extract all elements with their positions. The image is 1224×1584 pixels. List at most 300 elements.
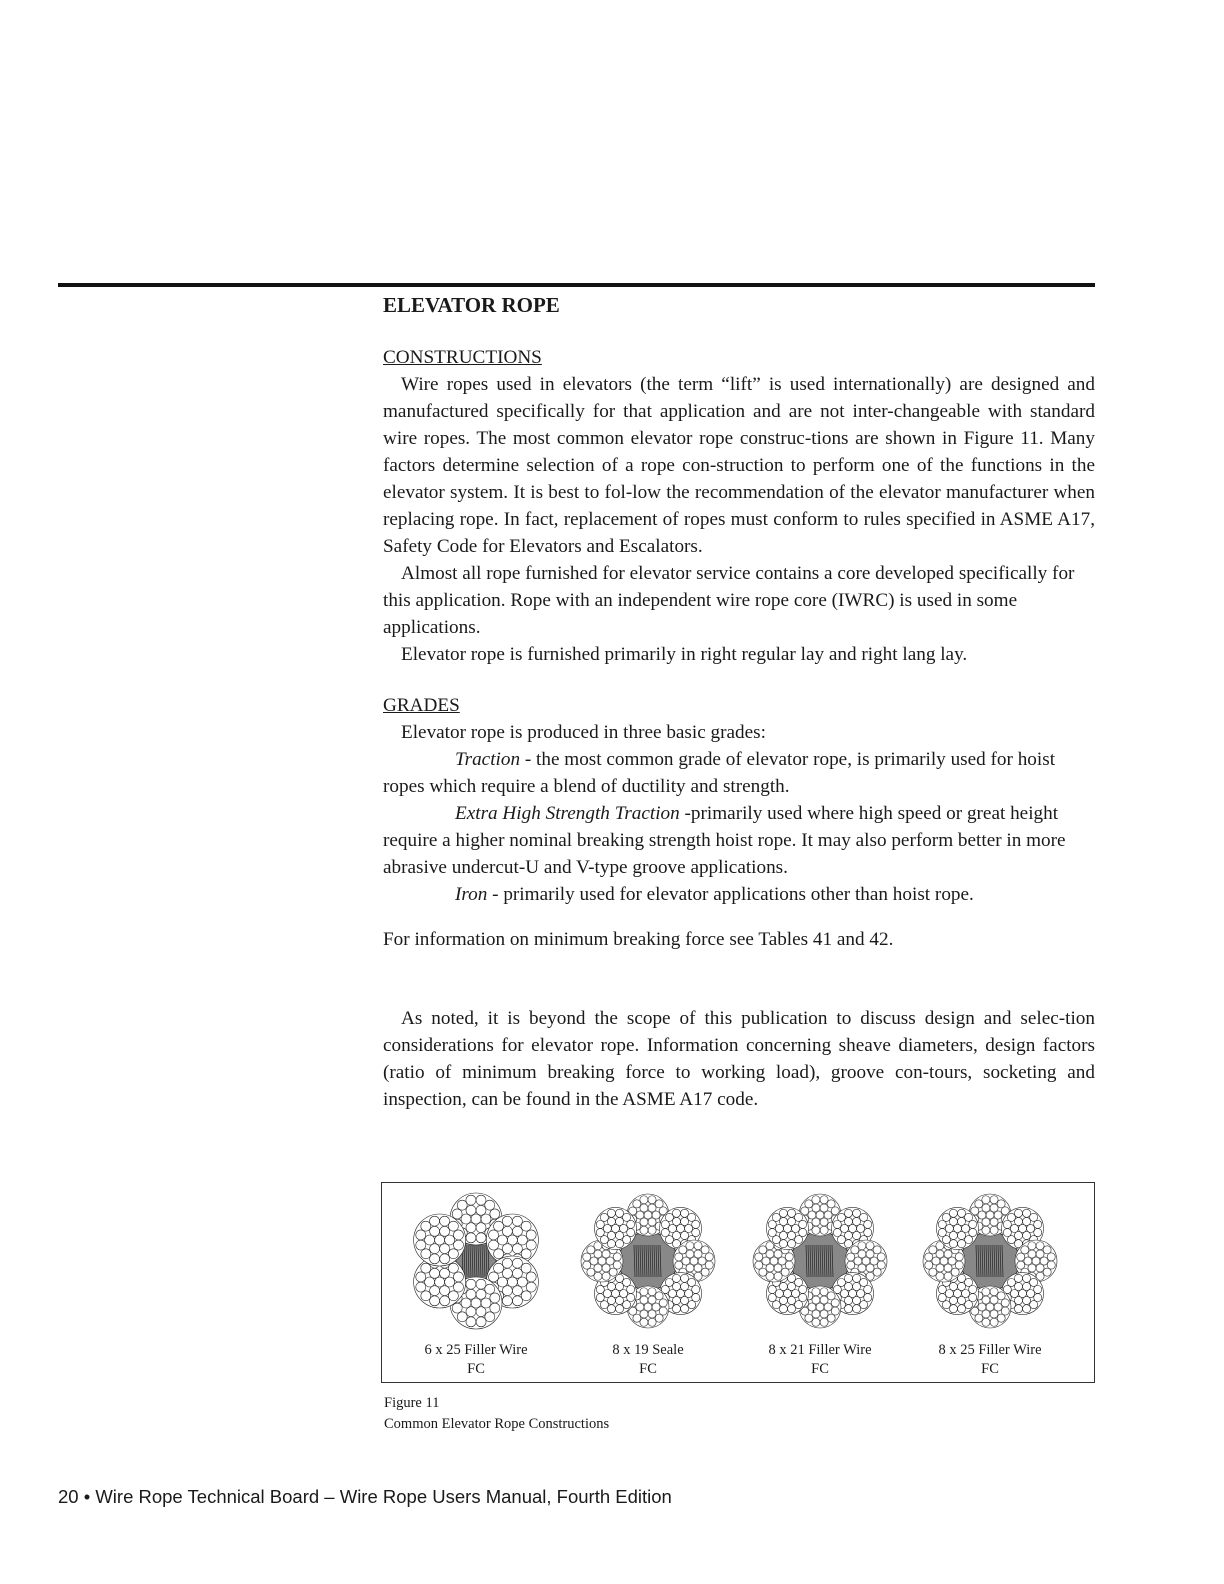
wire: [953, 1289, 961, 1297]
wire: [440, 1268, 450, 1278]
wire: [772, 1301, 780, 1309]
wire: [783, 1224, 791, 1232]
wire: [609, 1268, 617, 1276]
wire: [627, 1285, 635, 1293]
wire: [476, 1223, 486, 1233]
wire: [430, 1244, 440, 1254]
wire: [805, 1200, 813, 1208]
wire: [799, 1220, 807, 1228]
wire: [681, 1231, 689, 1239]
wire: [596, 1294, 604, 1302]
wire: [421, 1221, 431, 1231]
wire: [648, 1296, 656, 1304]
wire: [512, 1268, 522, 1278]
wire: [652, 1211, 660, 1219]
wire: [615, 1282, 623, 1290]
wire: [655, 1200, 663, 1208]
constructions-paragraph-3: Elevator rope is furnished primarily in right regular lay and right lang lay.: [401, 644, 968, 665]
wire: [686, 1250, 694, 1258]
wire: [594, 1250, 602, 1258]
wire: [812, 1310, 820, 1318]
rope-cross-section: [396, 1191, 556, 1379]
wire: [590, 1257, 598, 1265]
wire: [602, 1250, 610, 1258]
rope-name: 8 x 25 Filler Wire: [938, 1342, 1042, 1358]
wire: [965, 1213, 973, 1221]
wire: [844, 1231, 852, 1239]
wire: [965, 1278, 973, 1286]
wire: [929, 1246, 937, 1254]
wire: [962, 1289, 970, 1297]
wire: [1047, 1253, 1055, 1261]
wire: [620, 1224, 628, 1232]
wire: [430, 1254, 440, 1264]
wire: [957, 1209, 965, 1217]
rope-core: FC: [981, 1361, 999, 1377]
wire: [583, 1261, 591, 1269]
wire: [502, 1244, 512, 1254]
wire: [945, 1289, 953, 1297]
wire: [512, 1296, 522, 1306]
wire: [659, 1307, 667, 1315]
wire: [982, 1204, 990, 1212]
wire: [435, 1235, 445, 1245]
wire: [990, 1204, 998, 1212]
wire: [694, 1264, 702, 1272]
wire: [858, 1242, 866, 1250]
wire: [421, 1249, 431, 1259]
wire: [778, 1257, 786, 1265]
wire: [925, 1261, 933, 1269]
wire: [490, 1303, 500, 1313]
wire: [840, 1224, 848, 1232]
wire: [949, 1240, 957, 1248]
wire: [633, 1314, 641, 1322]
grade-text: -primarily used where high speed or great height require a higher nominal breaking strength hoist rope. It may also perform better in more abrasive undercut-U and V-type groove applications.: [383, 803, 1066, 878]
wire: [672, 1231, 680, 1239]
wire: [425, 1235, 435, 1245]
wire: [1030, 1301, 1038, 1309]
wire: [848, 1224, 856, 1232]
wire: [421, 1263, 431, 1273]
wire: [466, 1233, 476, 1243]
wire: [805, 1314, 813, 1322]
wire: [686, 1264, 694, 1272]
wire: [489, 1230, 499, 1240]
wire: [440, 1244, 450, 1254]
wire: [1001, 1299, 1009, 1307]
wire: [820, 1318, 828, 1326]
wire: [990, 1296, 998, 1304]
wire: [685, 1224, 693, 1232]
wire: [692, 1220, 700, 1228]
wire: [870, 1257, 878, 1265]
wire: [596, 1220, 604, 1228]
wire: [672, 1282, 680, 1290]
wire: [775, 1289, 783, 1297]
wire: [1014, 1282, 1022, 1290]
wire: [799, 1294, 807, 1302]
rope-cross-section: [740, 1191, 900, 1379]
wire: [779, 1240, 787, 1248]
wire: [781, 1268, 789, 1276]
wire: [476, 1317, 486, 1327]
wire: [607, 1240, 615, 1248]
wire: [853, 1274, 861, 1282]
wire: [851, 1246, 859, 1254]
wire: [636, 1211, 644, 1219]
wire: [489, 1272, 499, 1282]
wire: [768, 1220, 776, 1228]
wire: [827, 1292, 835, 1300]
wire: [877, 1253, 885, 1261]
wire: [416, 1240, 426, 1250]
wire: [820, 1204, 828, 1212]
wire: [521, 1249, 531, 1259]
wire: [975, 1200, 983, 1208]
wire: [755, 1261, 763, 1269]
wire: [969, 1228, 977, 1236]
wire: [494, 1221, 504, 1231]
wire: [938, 1294, 946, 1302]
wire: [1021, 1246, 1029, 1254]
wire: [476, 1307, 486, 1317]
wire: [957, 1231, 965, 1239]
wire: [833, 1220, 841, 1228]
wire: [512, 1216, 522, 1226]
wire: [978, 1211, 986, 1219]
wire: [969, 1294, 977, 1302]
wire: [602, 1264, 610, 1272]
wire: [448, 1263, 458, 1273]
wire: [1043, 1268, 1051, 1276]
wire: [949, 1305, 957, 1313]
wire: [827, 1200, 835, 1208]
wire: [583, 1253, 591, 1261]
wire: [448, 1291, 458, 1301]
wire: [681, 1296, 689, 1304]
wire: [701, 1246, 709, 1254]
wire: [762, 1257, 770, 1265]
grades-heading: GRADES: [383, 695, 460, 716]
rope-core: FC: [811, 1361, 829, 1377]
wire: [1034, 1285, 1042, 1293]
wire: [978, 1303, 986, 1311]
wire: [640, 1226, 648, 1234]
wire: [860, 1301, 868, 1309]
wire: [844, 1305, 852, 1313]
wire: [770, 1257, 778, 1265]
wire: [1036, 1264, 1044, 1272]
wire: [457, 1200, 467, 1210]
wire: [945, 1224, 953, 1232]
wire: [668, 1289, 676, 1297]
wire: [827, 1314, 835, 1322]
wire: [615, 1209, 623, 1217]
wire: [768, 1285, 776, 1293]
wire: [676, 1289, 684, 1297]
wire: [648, 1218, 656, 1226]
wire: [676, 1224, 684, 1232]
wire: [623, 1213, 631, 1221]
wire: [648, 1196, 656, 1204]
wire: [772, 1236, 780, 1244]
wire: [602, 1272, 610, 1280]
wire: [507, 1235, 517, 1245]
wire: [759, 1246, 767, 1254]
rope-core: FC: [467, 1361, 485, 1377]
wire: [957, 1217, 965, 1225]
wire: [502, 1268, 512, 1278]
wire: [779, 1217, 787, 1225]
wire: [686, 1242, 694, 1250]
wire: [672, 1296, 680, 1304]
wire: [616, 1305, 624, 1313]
wire: [430, 1216, 440, 1226]
wire: [953, 1224, 961, 1232]
wire: [936, 1272, 944, 1280]
wire: [471, 1298, 481, 1308]
wire: [1034, 1228, 1042, 1236]
wire: [512, 1258, 522, 1268]
wire: [623, 1278, 631, 1286]
wire: [799, 1228, 807, 1236]
wire: [672, 1209, 680, 1217]
wire: [623, 1301, 631, 1309]
wire: [1014, 1231, 1022, 1239]
wire: [620, 1289, 628, 1297]
wire: [942, 1236, 950, 1244]
rope-cross-section: [568, 1191, 728, 1379]
rope-cross-section: [910, 1191, 1070, 1379]
wire: [652, 1303, 660, 1311]
rope-core: FC: [639, 1361, 657, 1377]
wire: [665, 1278, 673, 1286]
wire: [944, 1264, 952, 1272]
wire: [606, 1257, 614, 1265]
wire: [430, 1286, 440, 1296]
rope-6x25-filler-wire-diagram: [406, 1191, 546, 1331]
wire: [779, 1209, 787, 1217]
figure-11-box: [381, 1182, 1095, 1383]
wire: [866, 1264, 874, 1272]
wire: [476, 1233, 486, 1243]
wire: [994, 1303, 1002, 1311]
wire: [675, 1253, 683, 1261]
wire: [476, 1195, 486, 1205]
wire: [837, 1278, 845, 1286]
wire: [1018, 1224, 1026, 1232]
wire: [526, 1230, 536, 1240]
wire: [808, 1211, 816, 1219]
wire: [1040, 1257, 1048, 1265]
wire: [476, 1205, 486, 1215]
wire: [820, 1196, 828, 1204]
wire: [681, 1282, 689, 1290]
wire: [948, 1257, 956, 1265]
wire: [795, 1236, 803, 1244]
wire: [607, 1209, 615, 1217]
wire: [990, 1310, 998, 1318]
wire: [615, 1217, 623, 1225]
wire: [476, 1289, 486, 1299]
wire: [824, 1303, 832, 1311]
wire: [864, 1220, 872, 1228]
wire: [787, 1209, 795, 1217]
wire: [607, 1296, 615, 1304]
wire: [962, 1224, 970, 1232]
wire: [640, 1196, 648, 1204]
wire: [1027, 1289, 1035, 1297]
wire: [936, 1250, 944, 1258]
wire: [517, 1277, 527, 1287]
wire: [965, 1301, 973, 1309]
wire: [812, 1196, 820, 1204]
wire: [812, 1226, 820, 1234]
wire: [820, 1288, 828, 1296]
figure-label: Figure 11: [384, 1395, 440, 1411]
wire: [788, 1240, 796, 1248]
wire: [701, 1268, 709, 1276]
wire: [661, 1220, 669, 1228]
wire: [461, 1298, 471, 1308]
wire: [1047, 1261, 1055, 1269]
wire: [600, 1213, 608, 1221]
wire: [768, 1294, 776, 1302]
wire: [949, 1282, 957, 1290]
wire: [1028, 1264, 1036, 1272]
wire: [665, 1236, 673, 1244]
wire: [466, 1223, 476, 1233]
wire: [613, 1261, 621, 1269]
wire: [430, 1226, 440, 1236]
wire: [942, 1301, 950, 1309]
wire: [848, 1289, 856, 1297]
wire: [1034, 1220, 1042, 1228]
wire: [448, 1249, 458, 1259]
wire: [816, 1211, 824, 1219]
constructions-paragraph-2: Almost all rope furnished for elevator service contains a core developed specifically for this application. Rope with an independent wire rope core (IWRC) is used in some applications.: [383, 563, 1075, 638]
wire: [694, 1250, 702, 1258]
wire: [990, 1218, 998, 1226]
wire: [457, 1312, 467, 1322]
grade-name: Iron: [455, 884, 488, 905]
wire: [779, 1231, 787, 1239]
wire: [611, 1224, 619, 1232]
grade-name: Extra High Strength Traction: [455, 803, 680, 824]
grades-intro: Elevator rope is produced in three basic grades:: [401, 722, 766, 743]
wire: [949, 1296, 957, 1304]
wire: [795, 1301, 803, 1309]
wire: [430, 1296, 440, 1306]
wire: [587, 1246, 595, 1254]
wire: [1014, 1274, 1022, 1282]
wire: [688, 1301, 696, 1309]
wire: [858, 1250, 866, 1258]
wire: [844, 1217, 852, 1225]
wire: [768, 1229, 776, 1237]
wire: [659, 1299, 667, 1307]
wire: [862, 1257, 870, 1265]
wire: [490, 1209, 500, 1219]
wire: [485, 1312, 495, 1322]
wire: [955, 1253, 963, 1261]
wire: [471, 1214, 481, 1224]
wire: [1010, 1224, 1018, 1232]
wire: [854, 1257, 862, 1265]
wire: [692, 1228, 700, 1236]
rope-name: 8 x 19 Seale: [612, 1342, 684, 1358]
wire: [600, 1236, 608, 1244]
wire: [864, 1285, 872, 1293]
figure-caption: [384, 1393, 609, 1435]
wire: [816, 1303, 824, 1311]
wire: [799, 1285, 807, 1293]
wire: [831, 1307, 839, 1315]
wire: [603, 1289, 611, 1297]
wire: [982, 1196, 990, 1204]
wire: [681, 1209, 689, 1217]
wire: [783, 1289, 791, 1297]
wire: [997, 1200, 1005, 1208]
scope-paragraph: As noted, it is beyond the scope of this publication to discuss design and selec-tion considerations for elevator rope. Information concerning sheave diameters, design factors (ratio of minimum breaking force to working load), groove con-tours, socketing and inspection, can be found in the ASME A17 code.: [383, 1008, 1095, 1110]
wire: [644, 1303, 652, 1311]
wire: [873, 1246, 881, 1254]
wire: [795, 1213, 803, 1221]
wire: [661, 1229, 669, 1237]
wire: [644, 1211, 652, 1219]
wire: [788, 1305, 796, 1313]
wire: [521, 1291, 531, 1301]
wire: [982, 1318, 990, 1326]
wire: [502, 1258, 512, 1268]
wire: [957, 1282, 965, 1290]
wire: [623, 1236, 631, 1244]
wire: [812, 1318, 820, 1326]
wire: [940, 1257, 948, 1265]
wire: [844, 1209, 852, 1217]
wire: [1014, 1209, 1022, 1217]
wire: [774, 1250, 782, 1258]
wire: [1014, 1305, 1022, 1313]
wire: [949, 1209, 957, 1217]
wire: [936, 1264, 944, 1272]
wire: [938, 1229, 946, 1237]
top-rule: [58, 283, 1095, 287]
wire: [949, 1217, 957, 1225]
constructions-heading: CONSTRUCTIONS: [383, 347, 542, 368]
constructions-paragraph-1: Wire ropes used in elevators (the term “lift” is used internationally) are designed and manufactured specifically for that application and are not inter-changeable with standard wire ropes. The most common elevator rope construc-tions are shown in Figure 11. Many factors determine selection of a rope con-struction to perform one of the functions in the elevator system. It is best to fol-low the recommendation of the elevator manufacturer when replacing rope. In fact, replacement of ropes must conform to rules specified in ASME A17, Safety Code for Elevators and Escalators.: [383, 374, 1095, 557]
wire: [837, 1213, 845, 1221]
wire: [755, 1253, 763, 1261]
wire: [857, 1224, 865, 1232]
wire: [521, 1221, 531, 1231]
wire: [759, 1268, 767, 1276]
wire: [787, 1217, 795, 1225]
wire: [1027, 1224, 1035, 1232]
wire: [497, 1235, 507, 1245]
rope-8x21-filler-wire-diagram: [750, 1191, 890, 1331]
main-content: [383, 290, 1095, 1113]
wire: [853, 1231, 861, 1239]
wire: [840, 1289, 848, 1297]
wire: [938, 1220, 946, 1228]
wire: [866, 1242, 874, 1250]
wire: [1010, 1289, 1018, 1297]
wire: [1023, 1296, 1031, 1304]
wire: [587, 1268, 595, 1276]
wire: [938, 1285, 946, 1293]
